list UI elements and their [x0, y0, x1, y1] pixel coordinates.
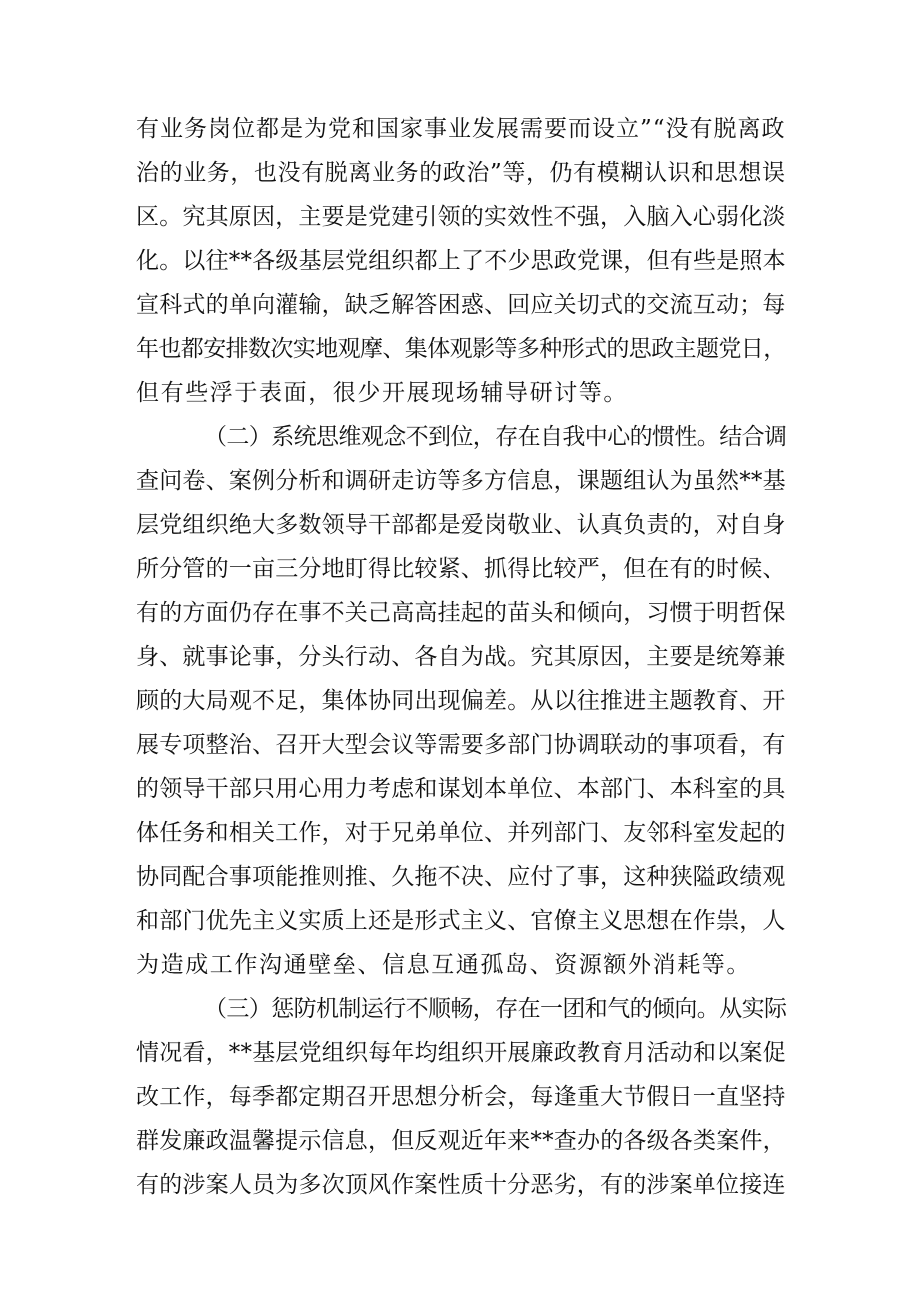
text-line: 治的业务，也没有脱离业务的政治”等，仍有模糊认识和思想误: [136, 160, 786, 186]
text-line: 的领导干部只用心用力考虑和谋划本单位、本部门、本科室的具: [136, 776, 786, 802]
section-heading-line: （二）系统思维观念不到位，存在自我中心的惯性。结合调: [204, 424, 787, 450]
text-line: 化。以往**各级基层党组织都上了不少思政党课，但有些是照本: [136, 248, 786, 274]
text-line: 年也都安排数次实地观摩、集体观影等多种形式的思政主题党日，: [136, 336, 786, 362]
text-line: 所分管的一亩三分地盯得比较紧、抓得比较严，但在有的时候、: [136, 556, 786, 582]
text-line: 展专项整治、召开大型会议等需要多部门协调联动的事项看，有: [136, 732, 786, 758]
text-line: 体任务和相关工作，对于兄弟单位、并列部门、友邻科室发起的: [136, 820, 786, 846]
text-line: 有业务岗位都是为党和国家事业发展需要而设立”“没有脱离政: [136, 116, 786, 142]
text-line: 改工作，每季都定期召开思想分析会，每逢重大节假日一直坚持: [136, 1084, 786, 1110]
text-line: 和部门优先主义实质上还是形式主义、官僚主义思想在作祟，人: [136, 908, 786, 934]
text-line: 顾的大局观不足，集体协同出现偏差。从以往推进主题教育、开: [136, 688, 786, 714]
text-line: 有的方面仍存在事不关己高高挂起的苗头和倾向，习惯于明哲保: [136, 600, 786, 626]
text-line: 查问卷、案例分析和调研走访等多方信息，课题组认为虽然**基: [136, 468, 786, 494]
text-line: 身、就事论事，分头行动、各自为战。究其原因，主要是统筹兼: [136, 644, 786, 670]
text-line: 协同配合事项能推则推、久拖不决、应付了事，这种狭隘政绩观: [136, 864, 786, 890]
text-line: 但有些浮于表面，很少开展现场辅导研讨等。: [136, 380, 628, 406]
text-line: 宣科式的单向灌输，缺乏解答困惑、回应关切式的交流互动；每: [136, 292, 786, 318]
text-line: 群发廉政温馨提示信息，但反观近年来**查办的各级各类案件，: [136, 1128, 786, 1154]
text-line: 层党组织绝大多数领导干部都是爱岗敬业、认真负责的，对自身: [136, 512, 786, 538]
text-line: 为造成工作沟通壁垒、信息互通孤岛、资源额外消耗等。: [136, 952, 751, 978]
text-line: 情况看，**基层党组织每年均组织开展廉政教育月活动和以案促: [136, 1040, 786, 1066]
section-heading-line: （三）惩防机制运行不顺畅，存在一团和气的倾向。从实际: [204, 996, 787, 1022]
text-line: 区。究其原因，主要是党建引领的实效性不强，入脑入心弱化淡: [136, 204, 786, 230]
text-line: 有的涉案人员为多次顶风作案性质十分恶劣，有的涉案单位接连: [136, 1172, 786, 1198]
